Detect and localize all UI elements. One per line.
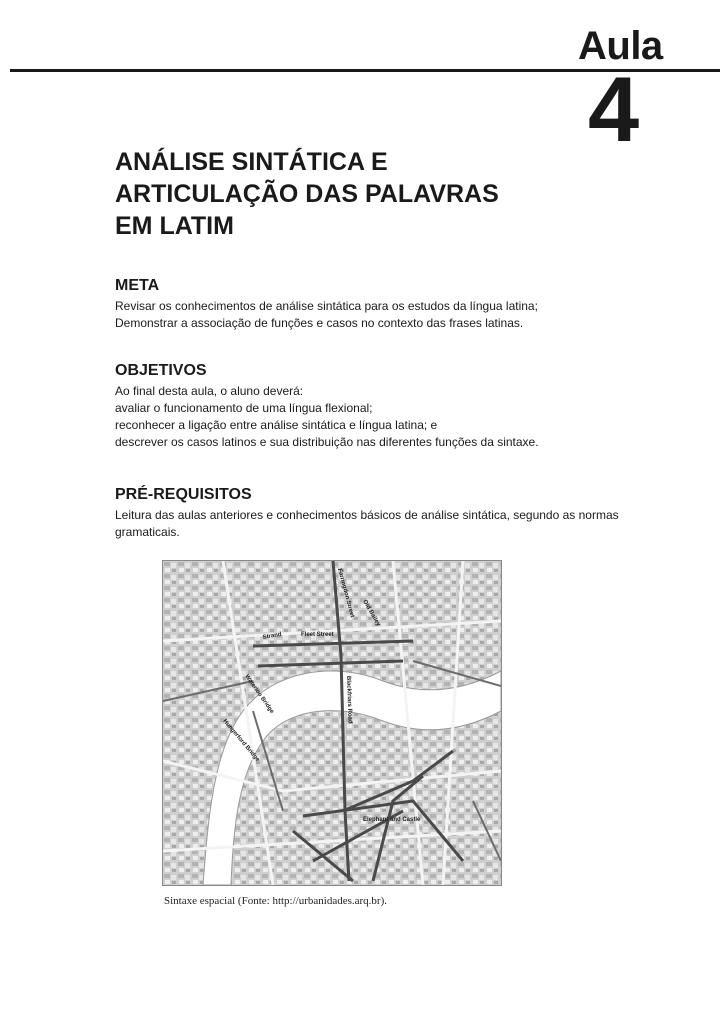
map-label: Hungerford Bridge (221, 718, 261, 764)
map-label: Farringdon Street (336, 567, 355, 619)
prerequisitos-line: Leitura das aulas anteriores e conhecimentos básicos de análise sintática, segundo as normas (115, 508, 619, 522)
street-map-drawing (163, 561, 501, 885)
lesson-title (115, 146, 575, 242)
map-label: Fleet Street (301, 632, 334, 638)
meta-line: Demonstrar a associação de funções e casos no contexto das frases latinas. (115, 316, 524, 330)
prerequisitos-line: gramaticais. (115, 525, 180, 539)
map-label: Strand (262, 631, 283, 641)
aula-number: 4 (588, 59, 640, 161)
map-label: Waterloo Bridge (243, 673, 275, 715)
objetivos-line: Ao final desta aula, o aluno deverá: (115, 384, 304, 398)
prerequisitos-section (115, 485, 675, 541)
title-line: ANÁLISE SINTÁTICA E (115, 148, 388, 176)
aula-label: Aula (578, 24, 663, 68)
objetivos-section (115, 361, 675, 451)
map-label: Old Bailey (361, 599, 382, 628)
street-map-image (162, 560, 502, 886)
figure-caption: Sintaxe espacial (Fonte: http://urbanidades.arq.br). (164, 895, 387, 907)
meta-heading: META (115, 277, 160, 294)
map-label: Elephant and Castle (363, 817, 421, 823)
objetivos-line: avaliar o funcionamento de uma língua flexional; (115, 401, 373, 415)
meta-section (115, 276, 675, 332)
title-line: ARTICULAÇÃO DAS PALAVRAS (115, 180, 499, 208)
title-line: EM LATIM (115, 212, 234, 240)
objetivos-heading: OBJETIVOS (115, 362, 207, 379)
meta-line: Revisar os conhecimentos de análise sintática para os estudos da língua latina; (115, 299, 538, 313)
map-label: Blackfriars Road (345, 675, 353, 724)
prerequisitos-heading: PRÉ-REQUISITOS (115, 486, 252, 503)
objetivos-line: descrever os casos latinos e sua distribuição nas diferentes funções da sintaxe. (115, 435, 539, 449)
objetivos-line: reconhecer a ligação entre análise sintática e língua latina; e (115, 418, 438, 432)
